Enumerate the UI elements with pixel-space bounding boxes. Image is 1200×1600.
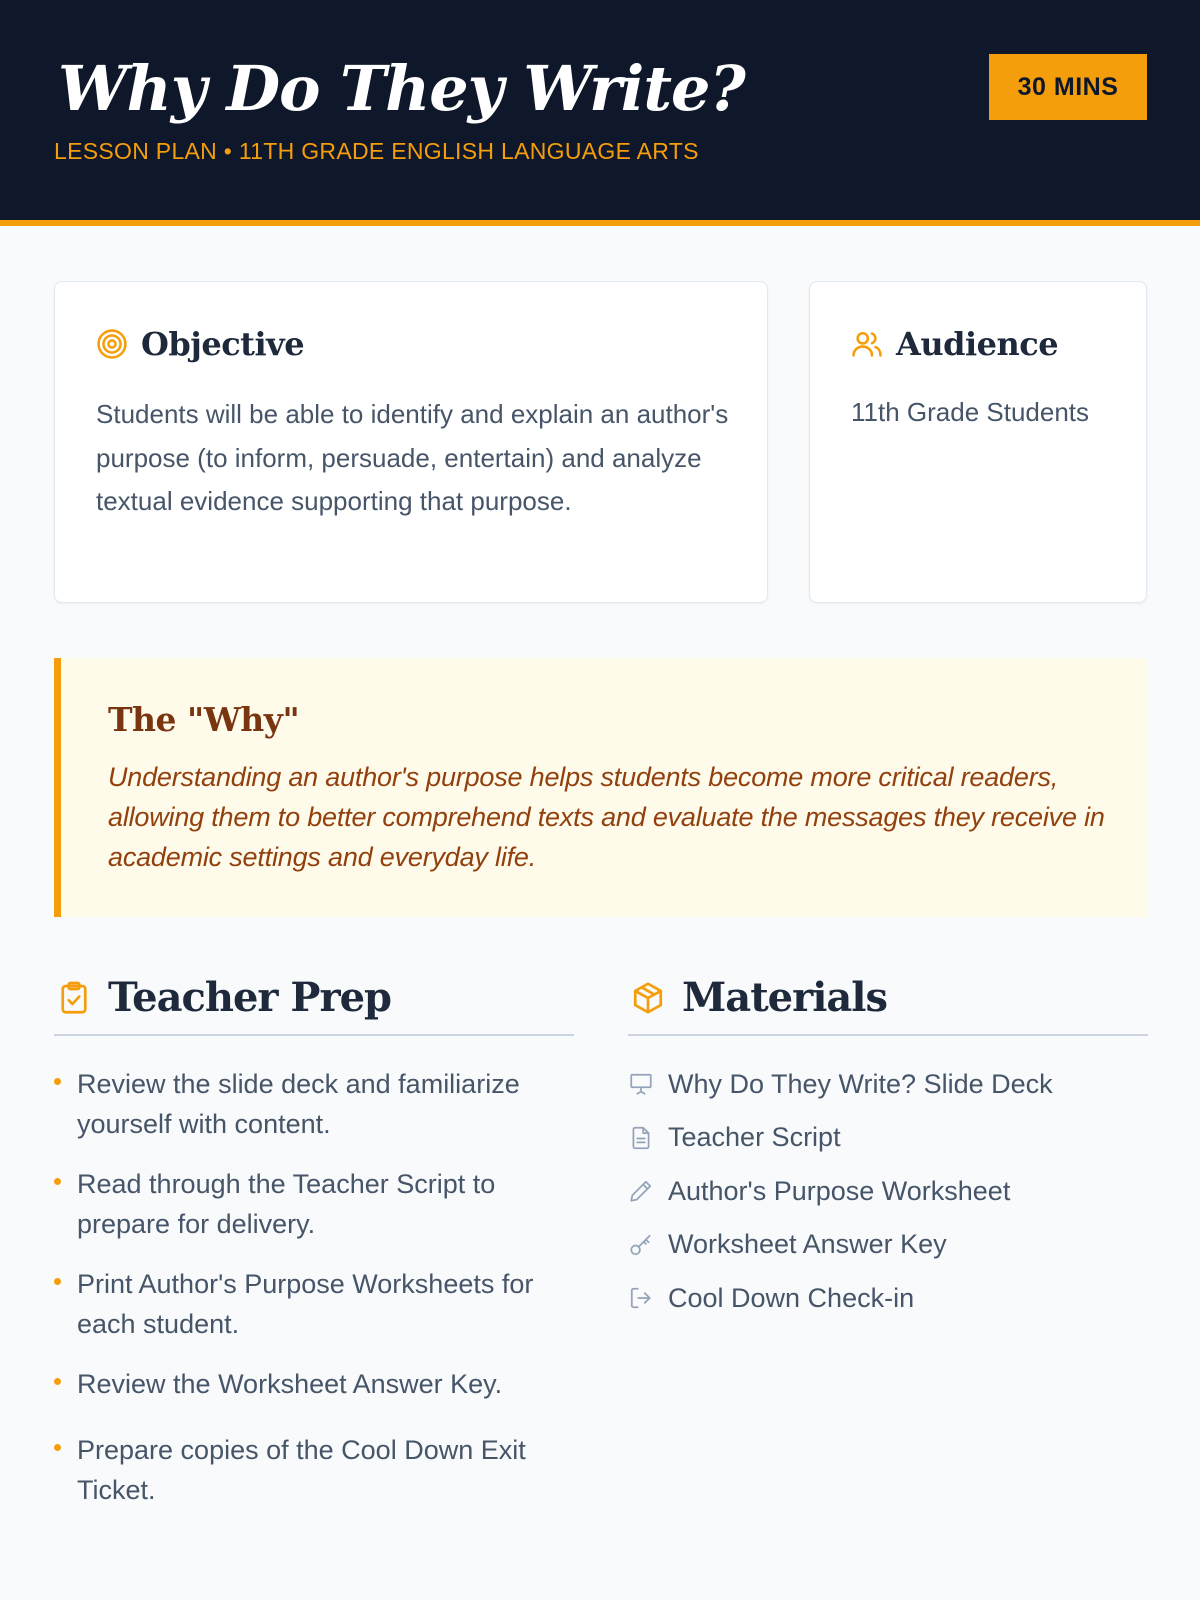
bullet-icon bbox=[54, 1178, 61, 1185]
duration-badge: 30 MINS bbox=[989, 54, 1147, 120]
material-label: Teacher Script bbox=[668, 1122, 841, 1152]
list-item bbox=[54, 1164, 554, 1244]
package-icon bbox=[630, 980, 666, 1016]
materials-section bbox=[628, 970, 1148, 1332]
bullet-icon bbox=[54, 1378, 61, 1385]
target-icon bbox=[95, 327, 129, 361]
why-text: Understanding an author's purpose helps students become more critical readers, allowing them to better comprehend texts and evaluate the messages they receive in academic settings and everyday life. bbox=[108, 762, 1105, 872]
material-item[interactable] bbox=[628, 1064, 1148, 1104]
key-icon bbox=[628, 1232, 654, 1258]
list-item-text: Print Author's Purpose Worksheets for each student. bbox=[77, 1269, 534, 1339]
list-item bbox=[54, 1064, 554, 1144]
users-icon bbox=[850, 327, 884, 361]
teacher-prep-title: Teacher Prep bbox=[108, 974, 391, 1021]
material-item[interactable] bbox=[628, 1118, 1148, 1158]
materials-heading bbox=[628, 970, 1148, 1036]
audience-card bbox=[809, 281, 1147, 603]
document-icon bbox=[628, 1125, 654, 1151]
audience-heading bbox=[850, 322, 1058, 366]
list-item-text: Review the Worksheet Answer Key. bbox=[77, 1369, 503, 1399]
list-item bbox=[54, 1264, 554, 1344]
teacher-prep-list bbox=[54, 1064, 574, 1510]
objective-text: Students will be able to identify and explain an author's purpose (to inform, persuade, entertain) and analyze textual evidence supporting that purpose. bbox=[96, 399, 729, 516]
pencil-icon bbox=[628, 1178, 654, 1204]
teacher-prep-heading bbox=[54, 970, 574, 1036]
materials-title: Materials bbox=[682, 974, 888, 1021]
objective-card bbox=[54, 281, 768, 603]
material-label: Author's Purpose Worksheet bbox=[668, 1175, 1011, 1206]
material-item[interactable] bbox=[628, 1225, 1148, 1265]
page-subtitle: LESSON PLAN • 11TH GRADE ENGLISH LANGUAGE ARTS bbox=[54, 138, 699, 164]
objective-title: Objective bbox=[141, 325, 305, 363]
objective-heading bbox=[95, 322, 304, 366]
why-title: The "Why" bbox=[108, 700, 300, 739]
bullet-icon bbox=[54, 1078, 61, 1085]
list-item-text: Review the slide deck and familiarize yourself with content. bbox=[77, 1069, 520, 1139]
list-item-text: Read through the Teacher Script to prepare for delivery. bbox=[77, 1169, 496, 1239]
bullet-icon bbox=[54, 1278, 61, 1285]
audience-title: Audience bbox=[896, 325, 1059, 363]
audience-text: 11th Grade Students bbox=[851, 397, 1090, 427]
materials-list bbox=[628, 1064, 1148, 1318]
why-callout bbox=[54, 658, 1147, 917]
clipboard-check-icon bbox=[56, 980, 92, 1016]
teacher-prep-section bbox=[54, 970, 574, 1530]
material-label: Cool Down Check-in bbox=[668, 1282, 915, 1313]
exit-icon bbox=[628, 1285, 654, 1311]
material-item[interactable] bbox=[628, 1171, 1148, 1211]
material-label: Worksheet Answer Key bbox=[668, 1229, 947, 1259]
bullet-icon bbox=[54, 1444, 61, 1451]
page-title: Why Do They Write? bbox=[58, 52, 745, 125]
list-item bbox=[54, 1430, 554, 1510]
presentation-icon bbox=[628, 1071, 654, 1097]
material-label: Why Do They Write? Slide Deck bbox=[668, 1068, 1053, 1099]
list-item bbox=[54, 1364, 554, 1404]
list-item-text: Prepare copies of the Cool Down Exit Ticket. bbox=[77, 1435, 526, 1505]
lesson-header bbox=[0, 0, 1200, 226]
material-item[interactable] bbox=[628, 1278, 1148, 1318]
